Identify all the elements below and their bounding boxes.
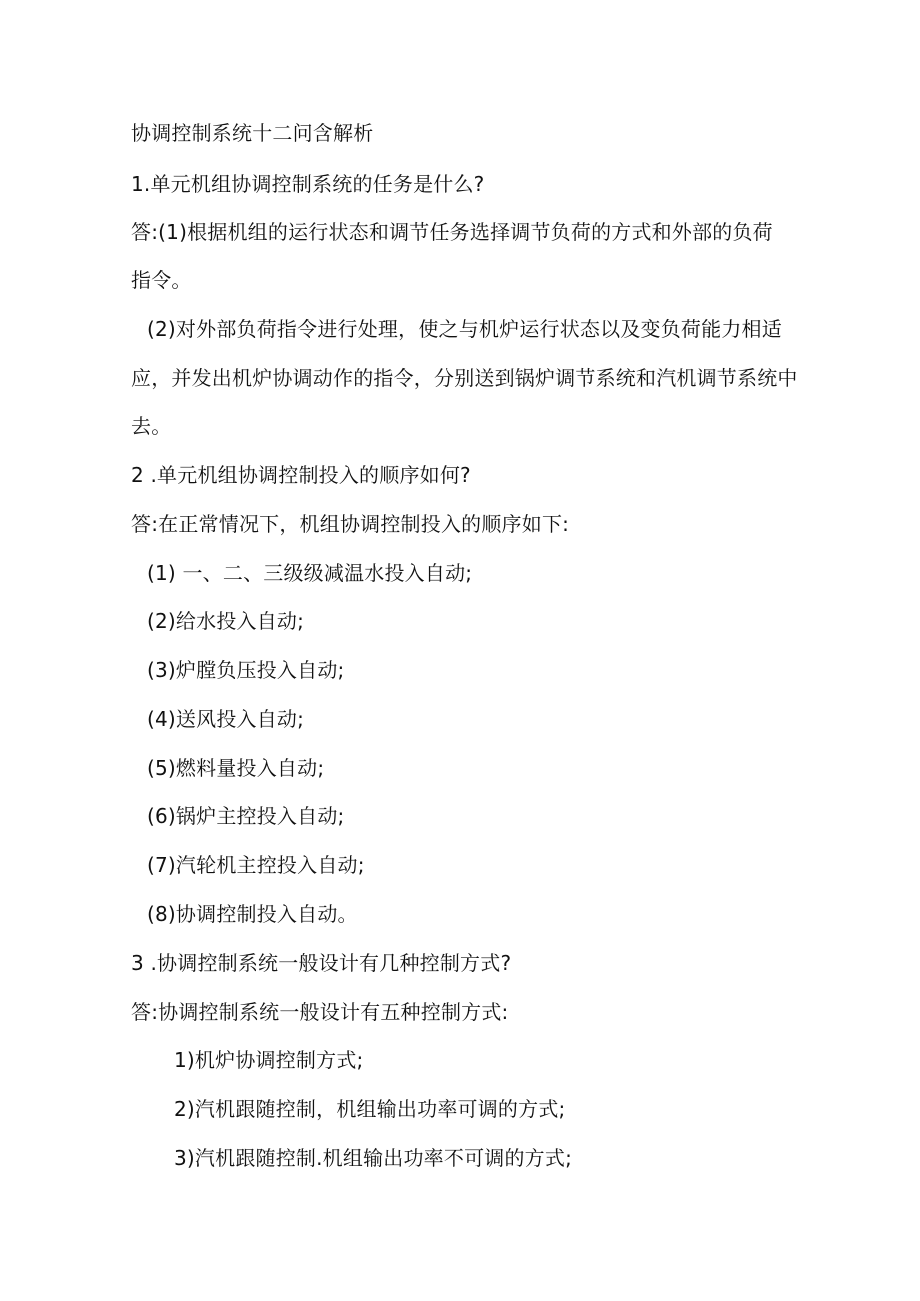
- answer-3-mode: 1)机炉协调控制方式;: [174, 1048, 364, 1072]
- answer-1-line-2: 指令。: [131, 268, 192, 292]
- answer-2-step: (7)汽轮机主控投入自动;: [147, 853, 365, 877]
- answer-2-step: (6)锅炉主控投入自动;: [147, 804, 345, 828]
- answer-1-line-4: 应，并发出机炉协调动作的指令，分别送到锅炉调节系统和汽机调节系统中: [131, 366, 798, 390]
- answer-3-intro: 答:协调控制系统一般设计有五种控制方式:: [131, 1000, 509, 1024]
- answer-2-step: (8)协调控制投入自动。: [147, 902, 358, 926]
- answer-1-line-1: 答:(1)根据机组的运行状态和调节任务选择调节负荷的方式和外部的负荷: [131, 220, 773, 244]
- answer-2-step: (2)给水投入自动;: [147, 609, 305, 633]
- answer-2-step: (3)炉膛负压投入自动;: [147, 658, 345, 682]
- answer-3-mode: 2)汽机跟随控制，机组输出功率可调的方式;: [174, 1097, 566, 1121]
- question-2: 2 .单元机组协调控制投入的顺序如何?: [131, 463, 471, 487]
- document-title: 协调控制系统十二问含解析: [131, 121, 374, 145]
- answer-2-step: (1) 一、二、三级级减温水投入自动;: [147, 561, 473, 585]
- question-1: 1.单元机组协调控制系统的任务是什么?: [131, 172, 485, 196]
- answer-1-line-5: 去。: [131, 414, 172, 438]
- answer-2-step: (4)送风投入自动;: [147, 707, 305, 731]
- answer-2-step: (5)燃料量投入自动;: [147, 756, 325, 780]
- question-3: 3 .协调控制系统一般设计有几种控制方式?: [131, 951, 512, 975]
- answer-1-line-3: (2)对外部负荷指令进行处理，使之与机炉运行状态以及变负荷能力相适: [147, 317, 782, 341]
- answer-3-mode: 3)汽机跟随控制.机组输出功率不可调的方式;: [174, 1146, 573, 1170]
- answer-2-intro: 答:在正常情况下，机组协调控制投入的顺序如下:: [131, 512, 570, 536]
